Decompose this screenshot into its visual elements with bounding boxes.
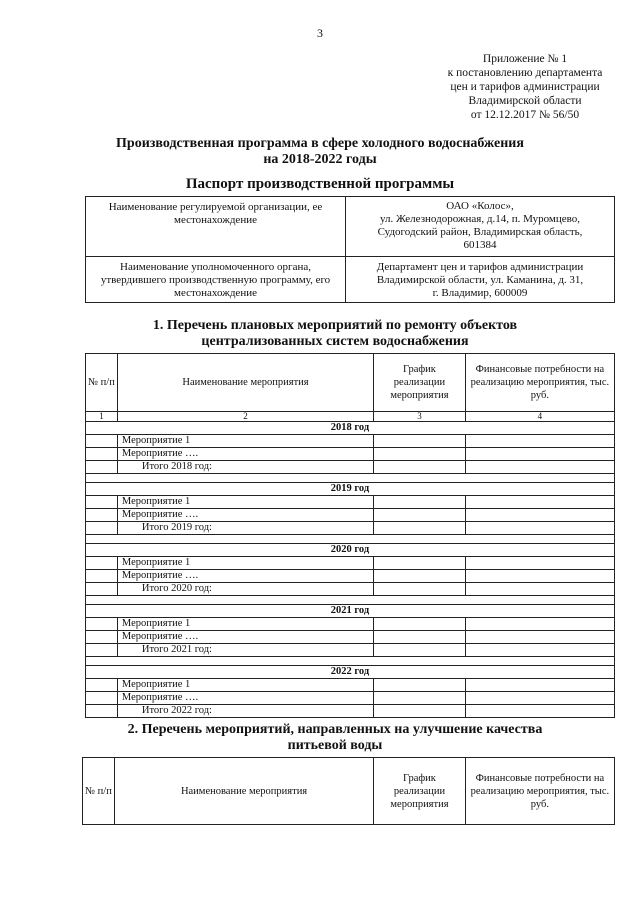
document-title [100,136,540,168]
passport-row [86,197,615,257]
table-row [86,570,615,583]
appendix-line: Приложение № 1 [482,53,568,65]
table-row [86,509,615,522]
title-line: Производственная программа в сфере холодного водоснабжения [116,136,524,151]
page-number: 3 [317,26,323,40]
passport-value-line: Судогодский район, Владимирская область, [377,226,583,238]
water-quality-table [82,757,615,825]
header-cell-number: № п/п [83,758,115,825]
event-name: Мероприятие 1 [117,557,373,570]
passport-value-line: 601384 [463,239,497,251]
year-row [86,544,615,557]
table-row [86,679,615,692]
passport-value-line: ОАО «Колос», [446,200,514,212]
year-row [86,422,615,435]
section-title-line: централизованных систем водоснабжения [201,334,469,349]
appendix-line: к постановлению департамента [447,67,603,79]
passport-value-line: Департамент цен и тарифов администрации [376,261,584,273]
spacer-row [86,535,615,544]
column-number: 3 [374,412,466,422]
header-cell-name: Наименование мероприятия [117,354,373,412]
year-label: 2021 год [86,605,615,618]
header-cell-name: Наименование мероприятия [114,758,373,825]
year-row [86,666,615,679]
passport-label: Наименование уполномоченного органа, утвердившего производственную программу, его местонахождение [86,257,346,303]
total-row [86,522,615,535]
year-label: 2019 год [86,483,615,496]
event-name: Мероприятие …. [117,509,373,522]
passport-value [346,197,615,257]
event-name: Мероприятие 1 [117,679,373,692]
header-cell-number: № п/п [86,354,118,412]
total-label: Итого 2018 год: [117,461,373,474]
passport-value-line: г. Владимир, 600009 [432,287,528,299]
passport-row [86,257,615,303]
year-row [86,605,615,618]
column-number: 2 [117,412,373,422]
event-name: Мероприятие …. [117,448,373,461]
appendix-line: от 12.12.2017 № 56/50 [470,109,580,121]
spacer-row [86,657,615,666]
section-2-title [100,722,570,754]
appendix-line: Владимирской области [468,95,582,107]
repair-plan-table [85,353,615,718]
section-title-line: 1. Перечень плановых мероприятий по ремонту объектов [152,318,518,333]
passport-title: Паспорт производственной программы [185,176,455,192]
passport-label: Наименование регулируемой организации, ее местонахождение [86,197,346,257]
column-number-row [86,412,615,422]
spacer-row [86,596,615,605]
event-name: Мероприятие …. [117,692,373,705]
section-title-line: 2. Перечень мероприятий, направленных на улучшение качества [127,722,543,737]
table-row [86,557,615,570]
total-label: Итого 2021 год: [117,644,373,657]
total-row [86,644,615,657]
header-row [86,354,615,412]
appendix-block [440,52,610,122]
header-cell-schedule: График реализации мероприятия [374,354,466,412]
event-name: Мероприятие …. [117,570,373,583]
section-1-title [100,318,570,350]
table-row [86,448,615,461]
section-title-line: питьевой воды [287,738,383,753]
header-row [83,758,615,825]
passport-value-line: ул. Железнодорожная, д.14, п. Муромцево, [380,213,580,225]
title-line: на 2018-2022 годы [263,152,377,167]
event-name: Мероприятие …. [117,631,373,644]
event-name: Мероприятие 1 [117,496,373,509]
total-label: Итого 2020 год: [117,583,373,596]
passport-value-line: Владимирской области, ул. Каманина, д. 31, [376,274,584,286]
table-row [86,496,615,509]
table-row [86,631,615,644]
appendix-line: цен и тарифов администрации [450,81,600,93]
column-number: 1 [86,412,118,422]
year-row [86,483,615,496]
table-row [86,692,615,705]
year-label: 2022 год [86,666,615,679]
total-row [86,583,615,596]
total-row [86,705,615,718]
total-label: Итого 2022 год: [117,705,373,718]
header-cell-finance: Финансовые потребности на реализацию мероприятия, тыс. руб. [465,354,614,412]
passport-table [85,196,615,303]
header-cell-schedule: График реализации мероприятия [374,758,466,825]
column-number: 4 [465,412,614,422]
table-row [86,435,615,448]
table-row [86,618,615,631]
header-cell-finance: Финансовые потребности на реализацию мероприятия, тыс. руб. [465,758,614,825]
year-label: 2018 год [86,422,615,435]
year-label: 2020 год [86,544,615,557]
total-row [86,461,615,474]
total-label: Итого 2019 год: [117,522,373,535]
spacer-row [86,474,615,483]
passport-value [346,257,615,303]
event-name: Мероприятие 1 [117,435,373,448]
event-name: Мероприятие 1 [117,618,373,631]
